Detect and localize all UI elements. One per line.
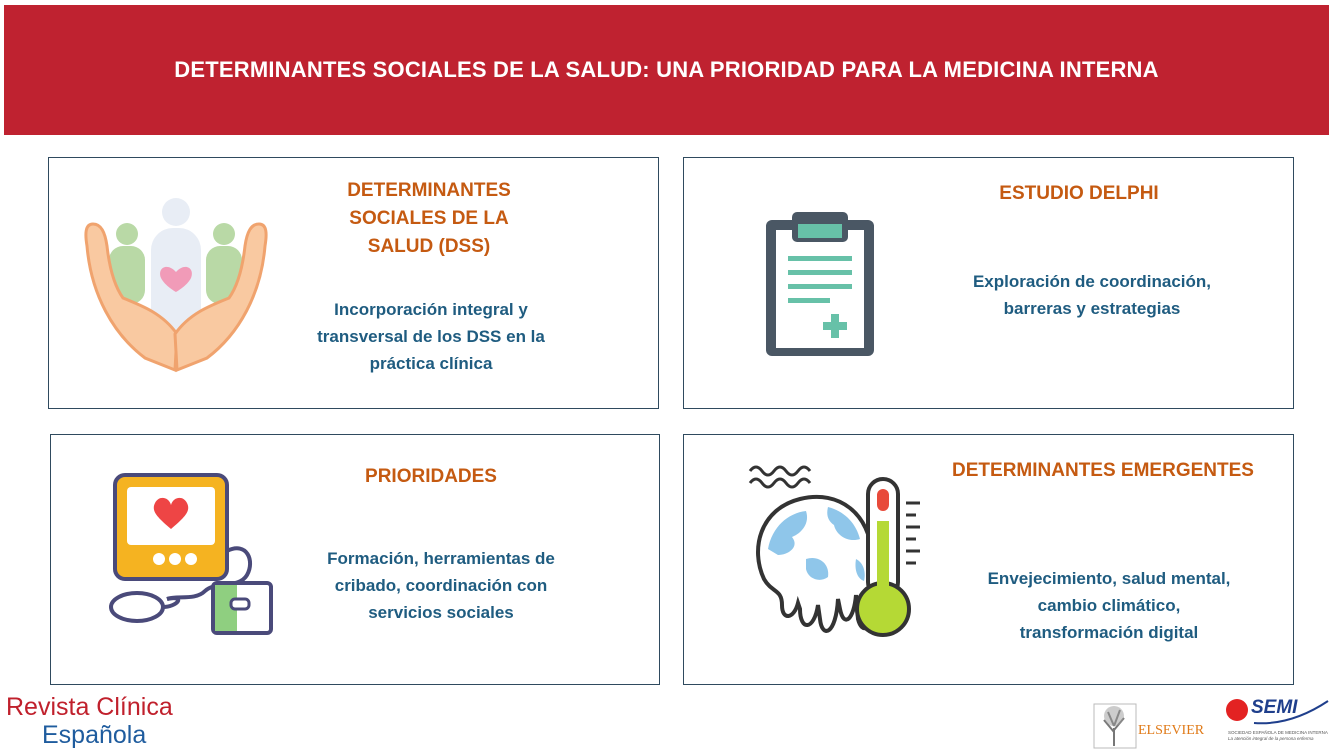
card-dss	[48, 157, 659, 409]
card-title-line: DETERMINANTES EMERGENTES	[952, 460, 1254, 481]
card-text-line: Formación, herramientas de	[327, 549, 555, 568]
melting-globe-thermometer-icon	[744, 459, 934, 655]
card-delphi	[683, 157, 1294, 409]
card-prioridades	[50, 434, 660, 685]
card-text-line: Incorporación integral y	[334, 300, 528, 319]
card-title-line: PRIORIDADES	[365, 466, 497, 487]
page-title: DETERMINANTES SOCIALES DE LA SALUD: UNA PRIORIDAD PARA LA MEDICINA INTERNA	[174, 57, 1159, 82]
card-text-line: práctica clínica	[369, 354, 493, 373]
journal-name-line1: Revista Clínica	[6, 693, 173, 721]
society-tagline: La atención integral de la persona enferma	[1228, 736, 1314, 741]
journal-logo	[6, 693, 216, 749]
card-text-line: Envejecimiento, salud mental,	[987, 569, 1231, 588]
card-title-line: SOCIALES DE LA	[349, 208, 509, 229]
card-text-line: servicios sociales	[368, 603, 514, 622]
card-text-line: Exploración de coordinación,	[972, 272, 1212, 291]
publisher-name: ELSEVIER	[1138, 723, 1205, 738]
card-title-line: DETERMINANTES	[347, 180, 511, 201]
blood-pressure-monitor-icon	[107, 471, 277, 637]
card-text-line: transversal de los DSS en la	[317, 327, 545, 346]
card-text-line: transformación digital	[1019, 623, 1199, 642]
card-title-line: SALUD (DSS)	[367, 236, 491, 257]
society-full-name: SOCIEDAD ESPAÑOLA DE MEDICINA INTERNA	[1228, 730, 1328, 735]
society-name: SEMI	[1251, 697, 1298, 718]
clipboard-icon	[762, 210, 878, 360]
header-banner	[4, 5, 1329, 135]
card-text-line: cambio climático,	[1037, 596, 1181, 615]
journal-name-line2: Española	[42, 721, 147, 749]
card-text-line: cribado, coordinación con	[334, 576, 548, 595]
card-emergentes	[683, 434, 1294, 685]
card-text-line: barreras y estrategias	[1003, 299, 1181, 318]
society-subtitle	[1228, 730, 1332, 742]
hands-heart-people-icon	[83, 194, 269, 374]
card-title-line: ESTUDIO DELPHI	[999, 183, 1159, 204]
